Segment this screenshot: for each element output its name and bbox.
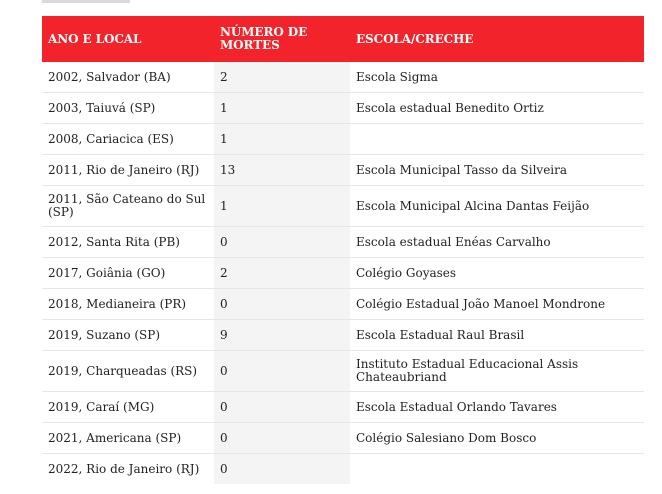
table-row	[42, 320, 644, 351]
cell-school	[350, 124, 644, 155]
cell-year-place: 2012, Santa Rita (PB)	[42, 227, 214, 258]
cell-school: Colégio Goyases	[350, 258, 644, 289]
cell-year-place: 2017, Goiânia (GO)	[42, 258, 214, 289]
cell-school: Escola Municipal Alcina Dantas Feijão	[350, 186, 644, 227]
header-deaths-line2: MORTES	[220, 38, 280, 52]
header-row	[42, 16, 644, 62]
cell-deaths: 13	[214, 155, 350, 186]
cell-year-place: 2011, Rio de Janeiro (RJ)	[42, 155, 214, 186]
header-school: ESCOLA/CRECHE	[350, 16, 644, 62]
table-row	[42, 289, 644, 320]
table-row	[42, 351, 644, 392]
table-row	[42, 454, 644, 485]
school-attacks-table	[42, 16, 644, 484]
cell-year-place: 2019, Suzano (SP)	[42, 320, 214, 351]
cell-year-place: 2022, Rio de Janeiro (RJ)	[48, 461, 200, 476]
cell-school: Escola Sigma	[350, 62, 644, 93]
school-attacks-table-container	[42, 16, 644, 484]
cell-year-place: 2002, Salvador (BA)	[42, 62, 214, 93]
table-row	[42, 227, 644, 258]
cell-school: Colégio Salesiano Dom Bosco	[350, 423, 644, 454]
cell-year-place: 2019, Charqueadas (RS)	[42, 351, 214, 392]
top-tab-decoration	[42, 0, 130, 3]
cell-deaths: 9	[214, 320, 350, 351]
cell-school: Colégio Estadual João Manoel Mondrone	[350, 289, 644, 320]
cell-year-place: 2011, São Cateano do Sul (SP)	[42, 186, 214, 227]
cell-school: Escola Estadual Raul Brasil	[350, 320, 644, 351]
cell-year-place: 2003, Taiuvá (SP)	[42, 93, 214, 124]
cell-school	[350, 454, 644, 485]
table-row	[42, 258, 644, 289]
header-deaths	[214, 16, 350, 62]
cell-deaths: 2	[214, 62, 350, 93]
cell-deaths: 0	[214, 227, 350, 258]
cell-year-place: 2021, Americana (SP)	[42, 423, 214, 454]
cell-deaths: 0	[214, 351, 350, 392]
cell-deaths: 0	[214, 454, 350, 485]
cell-deaths: 0	[214, 392, 350, 423]
cell-school: Escola Municipal Tasso da Silveira	[350, 155, 644, 186]
header-deaths-line1: NÚMERO DE	[220, 25, 308, 39]
table-body	[42, 62, 644, 484]
cell-year-place: 2018, Medianeira (PR)	[42, 289, 214, 320]
cell-deaths: 1	[214, 124, 350, 155]
table-header	[42, 16, 644, 62]
cell-deaths: 2	[214, 258, 350, 289]
cell-school: Escola estadual Enéas Carvalho	[350, 227, 644, 258]
cell-deaths: 0	[214, 289, 350, 320]
cell-year-place: 2008, Cariacica (ES)	[42, 124, 214, 155]
table-row	[42, 62, 644, 93]
cell-deaths: 1	[214, 93, 350, 124]
table-row	[42, 124, 644, 155]
table-row	[42, 392, 644, 423]
header-year-place: ANO E LOCAL	[42, 16, 214, 62]
cell-deaths: 1	[214, 186, 350, 227]
cell-school: Instituto Estadual Educacional Assis Chateaubriand	[350, 351, 644, 392]
cell-school: Escola estadual Benedito Ortiz	[350, 93, 644, 124]
table-row	[42, 93, 644, 124]
table-row	[42, 186, 644, 227]
table-row	[42, 423, 644, 454]
cell-school: Escola Estadual Orlando Tavares	[350, 392, 644, 423]
cell-deaths: 0	[214, 423, 350, 454]
table-row	[42, 155, 644, 186]
cell-year-place: 2019, Caraí (MG)	[42, 392, 214, 423]
